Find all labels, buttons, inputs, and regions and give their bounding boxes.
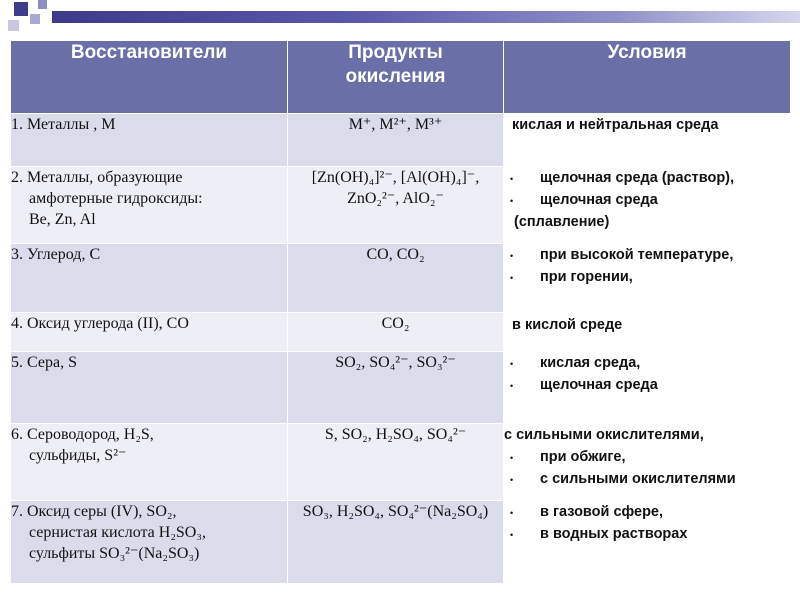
- products-cell: S, SO₂, H₂SO₄, SO₄²⁻: [288, 424, 504, 501]
- reducer-cell: [11, 167, 288, 244]
- reducer-line: амфотерные гидроксиды:: [29, 190, 203, 207]
- condition-item: • щелочная среда: [504, 374, 790, 396]
- condition-item: • кислая среда,: [504, 352, 790, 374]
- conditions-cell: [504, 114, 791, 167]
- decorative-square: [30, 14, 40, 24]
- reducer-line: 5. Сера, S: [11, 354, 77, 371]
- reducer-line: 2. Металлы, образующие: [11, 169, 183, 186]
- header-conditions: Условия: [504, 41, 791, 114]
- table-row: [11, 114, 791, 167]
- condition-item: в кислой среде: [512, 317, 623, 333]
- condition-item: кислая и нейтральная среда: [512, 117, 719, 133]
- condition-item: • в водных растворах: [504, 523, 790, 545]
- reducer-line: 7. Оксид серы (IV), SO₂,: [11, 503, 177, 520]
- decorative-header: [0, 0, 800, 40]
- decorative-square: [14, 2, 28, 16]
- products-cell: SO₃, H₂SO₄, SO₄²⁻(Na₂SO₄): [288, 501, 504, 584]
- header-row: [11, 41, 791, 114]
- condition-item: • щелочная среда: [504, 189, 790, 211]
- condition-item: • щелочная среда (раствор),: [504, 167, 790, 189]
- decorative-square: [38, 0, 47, 9]
- header-products: [288, 41, 504, 114]
- conditions-cell: [504, 244, 791, 352]
- header-products-line2: окисления: [345, 66, 446, 87]
- reducer-line: Be, Zn, Al: [29, 211, 96, 228]
- products-cell: M⁺, M²⁺, M³⁺: [288, 114, 504, 167]
- condition-item: • при горении,: [504, 266, 790, 288]
- decorative-square: [8, 20, 19, 31]
- table-row: [11, 244, 791, 313]
- table-row: [11, 501, 791, 584]
- reducer-line: 6. Сероводород, H₂S,: [11, 426, 154, 443]
- condition-item: с сильными окислителями,: [504, 427, 704, 443]
- reducer-line: 4. Оксид углерода (II), CO: [11, 315, 189, 332]
- reducer-line: сульфиды, S²⁻: [29, 447, 127, 464]
- conditions-cell: [504, 352, 791, 424]
- table-row: [11, 352, 791, 424]
- condition-item: • с сильными окислителями: [504, 468, 790, 490]
- condition-item: • при обжиге,: [504, 446, 790, 468]
- products-cell: CO, CO₂: [288, 244, 504, 313]
- condition-item: (сплавление): [514, 214, 610, 230]
- products-cell: SO₂, SO₄²⁻, SO₃²⁻: [288, 352, 504, 424]
- decorative-bar: [52, 11, 800, 23]
- condition-item: • при высокой температуре,: [504, 244, 790, 266]
- reducer-line: сернистая кислота H₂SO₃,: [29, 524, 206, 541]
- table-row: [11, 167, 791, 244]
- table-row: [11, 424, 791, 501]
- header-products-line1: Продукты: [348, 42, 443, 63]
- reducer-cell: [11, 244, 288, 313]
- conditions-cell: [504, 167, 791, 244]
- conditions-cell: [504, 424, 791, 501]
- products-cell: [Zn(OH)₄]²⁻, [Al(OH)₄]⁻, ZnO₂²⁻, AlO₂⁻: [288, 167, 504, 244]
- conditions-cell: [504, 501, 791, 584]
- reducer-line: 1. Металлы , M: [11, 116, 116, 133]
- products-cell: CO₂: [288, 313, 504, 352]
- reducer-cell: [11, 352, 288, 424]
- reducers-table: [10, 40, 791, 584]
- reducer-cell: [11, 114, 288, 167]
- condition-item: • в газовой сфере,: [504, 501, 790, 523]
- reducer-cell: [11, 313, 288, 352]
- reducer-cell: [11, 424, 288, 501]
- reducer-line: 3. Углерод, C: [11, 246, 101, 263]
- header-reducers: Восстановители: [11, 41, 288, 114]
- reducer-line: сульфиты SO₃²⁻(Na₂SO₃): [29, 545, 200, 562]
- reducer-cell: [11, 501, 288, 584]
